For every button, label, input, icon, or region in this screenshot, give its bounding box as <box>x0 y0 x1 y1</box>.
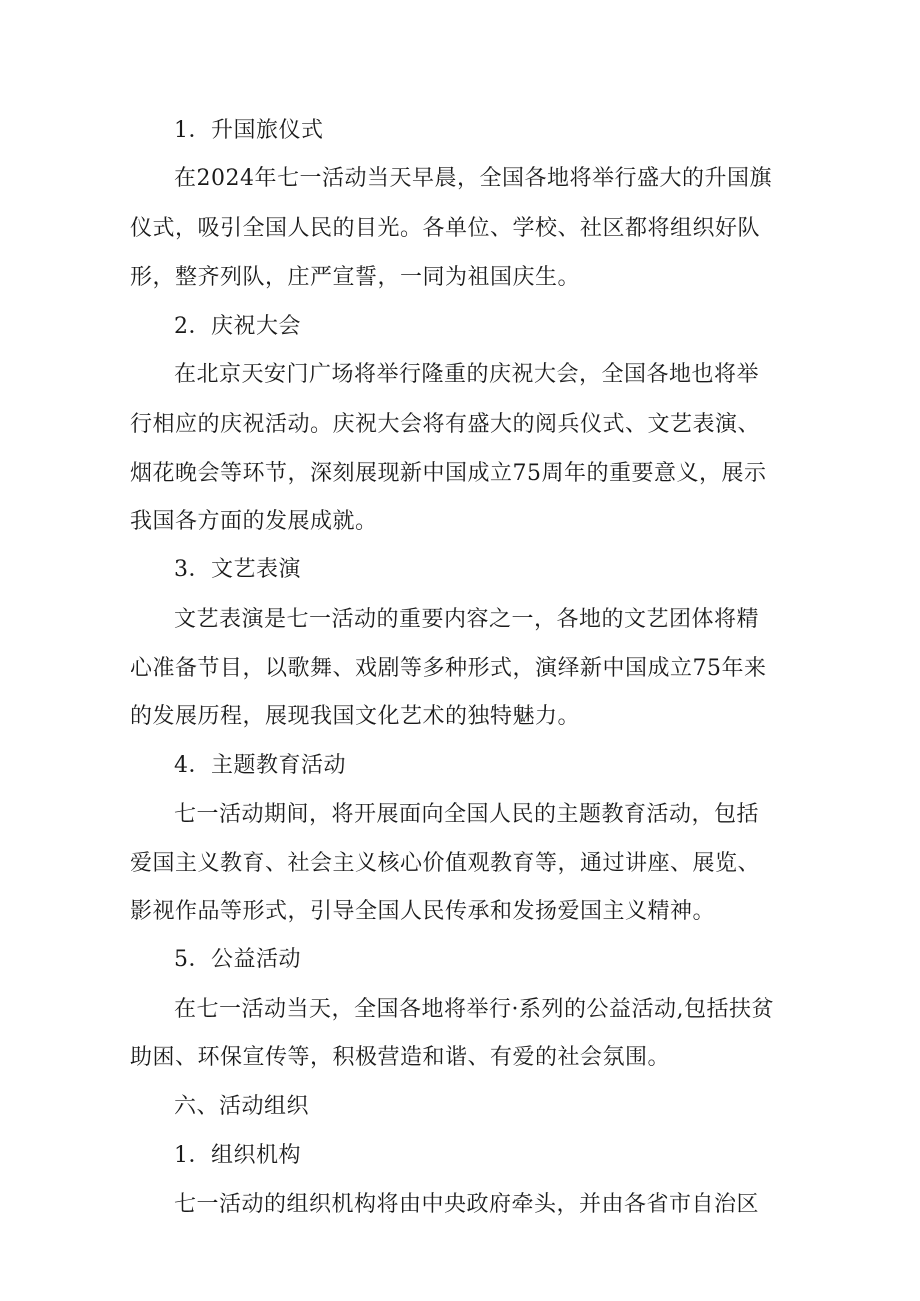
heading-theme-education: 4．主题教育活动 <box>174 753 346 778</box>
paragraph-line: 心准备节目，以歌舞、戏剧等多种形式，演绎新中国成立75年来 <box>130 656 767 681</box>
paragraph-line: 爱国主义教育、社会主义核心价值观教育等，通过讲座、展览、 <box>130 851 761 876</box>
paragraph-line: 七一活动期间，将开展面向全国人民的主题教育活动，包括 <box>174 802 760 827</box>
paragraph-line: 文艺表演是七一活动的重要内容之一，各地的文艺团体将精 <box>174 607 760 632</box>
paragraph-line: 在北京天安门广场将举行隆重的庆祝大会，全国各地也将举 <box>174 362 760 387</box>
paragraph-line: 助困、环保宣传等，积极营造和谐、有爱的社会氛围。 <box>130 1045 671 1070</box>
paragraph-line: 影视作品等形式，引导全国人民传承和发扬爱国主义精神。 <box>130 899 716 924</box>
section-heading-organization: 六、活动组织 <box>174 1094 310 1119</box>
heading-public-welfare: 5．公益活动 <box>174 947 301 972</box>
paragraph-line: 形，整齐列队，庄严宣誓，一同为祖国庆生。 <box>130 265 581 290</box>
heading-performances: 3．文艺表演 <box>174 557 301 582</box>
paragraph-line: 的发展历程，展现我国文化艺术的独特魅力。 <box>130 704 581 729</box>
paragraph-line: 行相应的庆祝活动。庆祝大会将有盛大的阅兵仪式、文艺表演、 <box>130 412 761 437</box>
heading-celebration-rally: 2．庆祝大会 <box>174 314 301 339</box>
heading-organizing-body: 1．组织机构 <box>174 1143 301 1168</box>
paragraph-line: 我国各方面的发展成就。 <box>130 509 378 534</box>
paragraph-line: 七一活动的组织机构将由中央政府牵头，并由各省市自治区 <box>174 1192 760 1217</box>
paragraph-line: 仪式，吸引全国人民的目光。各单位、学校、社区都将组织好队 <box>130 216 761 241</box>
paragraph-line: 在2024年七一活动当天早晨，全国各地将举行盛大的升国旗 <box>174 166 772 191</box>
paragraph-line: 烟花晚会等环节，深刻展现新中国成立75周年的重要意义，展示 <box>130 461 767 486</box>
heading-flag-ceremony: 1．升国旅仪式 <box>174 118 324 143</box>
paragraph-line: 在七一活动当天，全国各地将举行·系列的公益活动,包括扶贫 <box>174 997 774 1022</box>
